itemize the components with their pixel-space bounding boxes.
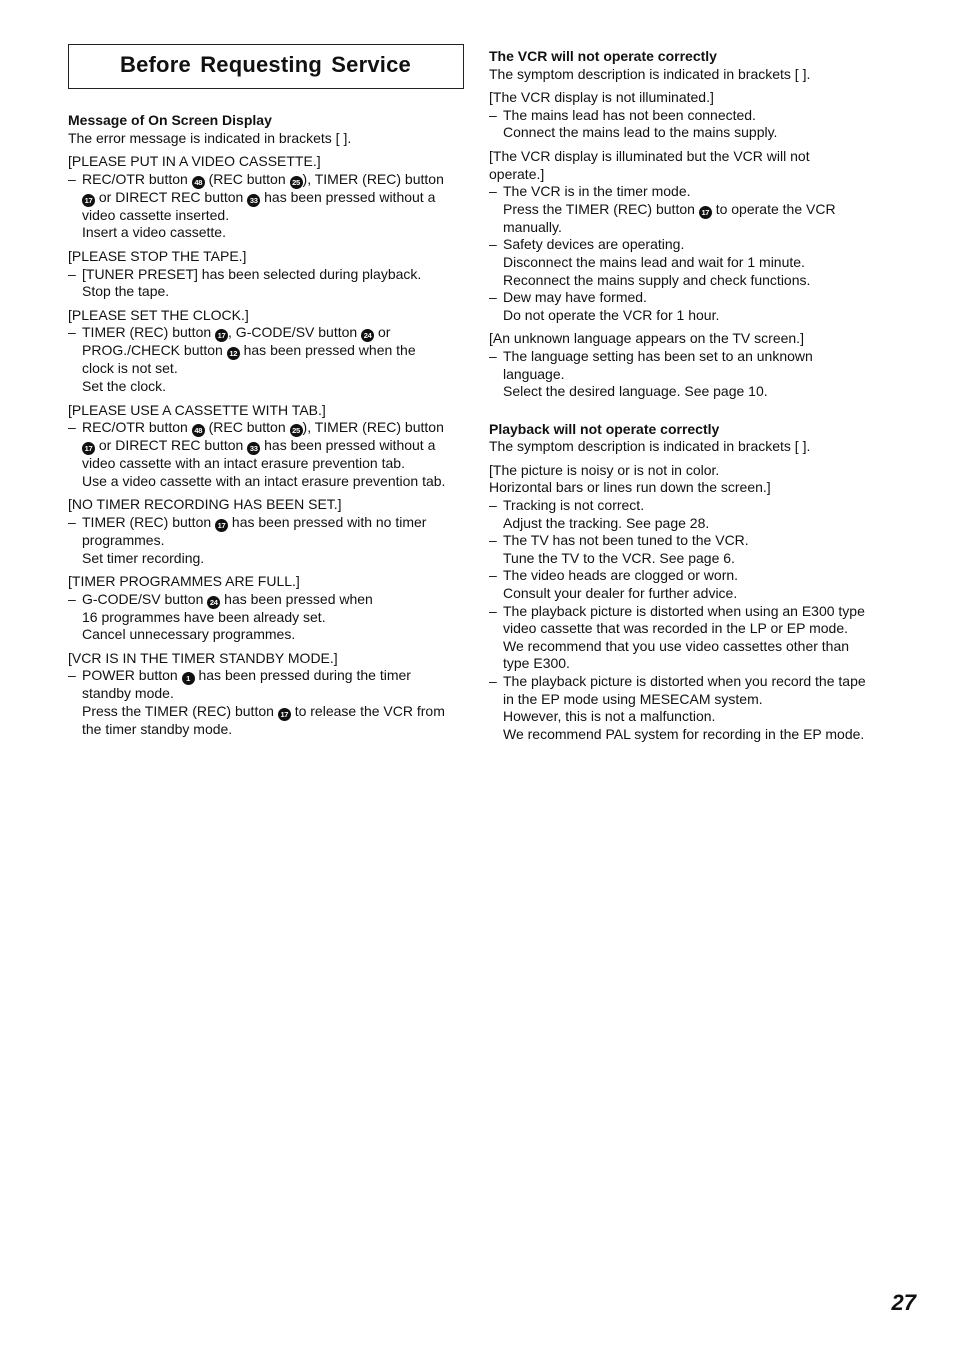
dash-bullet: – <box>68 324 76 341</box>
text-run: Set the clock. <box>82 377 167 394</box>
button-number-icon: 48 <box>192 424 205 437</box>
text-run: TIMER (REC) button <box>82 513 216 530</box>
symptom-block <box>489 462 899 744</box>
text-line <box>503 201 899 219</box>
text-run: has been pressed without a <box>260 188 436 205</box>
message-block <box>68 248 468 301</box>
symptom-list <box>489 497 899 743</box>
heading-line: operate.] <box>489 165 545 182</box>
symptom-block <box>489 89 899 142</box>
list-item <box>68 419 468 490</box>
text-run: The VCR is in the timer mode. <box>503 183 691 200</box>
list-item <box>68 591 468 644</box>
dash-bullet: – <box>489 289 497 306</box>
text-line <box>503 307 899 325</box>
text-line <box>82 591 468 609</box>
list-item <box>68 667 468 738</box>
text-run: the timer standby mode. <box>82 721 233 738</box>
text-line <box>503 708 899 726</box>
text-run: has been pressed without a <box>260 437 436 454</box>
text-line <box>503 655 899 673</box>
text-run: to operate the VCR <box>711 200 836 217</box>
text-run: manually. <box>503 218 562 235</box>
list-item <box>489 497 899 532</box>
text-line <box>82 360 468 378</box>
section-intro: The symptom description is indicated in brackets [ ]. <box>489 65 811 82</box>
symptom-heading <box>489 462 899 497</box>
button-number-icon: 25 <box>290 176 303 189</box>
dash-bullet: – <box>68 419 76 436</box>
text-run: Insert a video cassette. <box>82 224 226 241</box>
text-run: POWER button <box>82 667 182 684</box>
heading-line: [An unknown language appears on the TV screen.] <box>489 330 804 347</box>
list-item <box>489 236 899 289</box>
text-run: Adjust the tracking. See page 28. <box>503 514 710 531</box>
symptom-list <box>68 514 468 567</box>
dash-bullet: – <box>489 673 497 689</box>
text-line <box>82 324 468 342</box>
text-run: REC/OTR button <box>82 419 192 436</box>
button-number-icon: 48 <box>192 176 205 189</box>
list-item <box>489 348 899 401</box>
text-line <box>503 515 899 533</box>
text-run: or <box>374 324 391 341</box>
text-line <box>82 207 468 225</box>
text-run: clock is not set. <box>82 360 178 377</box>
text-run: Stop the tape. <box>82 283 170 300</box>
button-number-icon: 17 <box>278 708 291 721</box>
button-number-icon: 33 <box>247 442 260 455</box>
text-run: ), TIMER (REC) button <box>302 170 444 187</box>
text-line <box>82 455 468 473</box>
text-run: Dew may have formed. <box>503 289 647 306</box>
text-line <box>82 419 468 437</box>
button-number-icon: 1 <box>182 672 195 685</box>
button-number-icon: 17 <box>699 206 712 219</box>
text-line <box>82 532 468 550</box>
page-number: 27 <box>891 1290 916 1315</box>
text-line <box>503 107 899 125</box>
button-number-icon: 33 <box>247 194 260 207</box>
text-line <box>82 378 468 396</box>
message-heading: [NO TIMER RECORDING HAS BEEN SET.] <box>68 496 342 513</box>
symptom-list <box>68 667 468 738</box>
text-run: , G-CODE/SV button <box>228 324 362 341</box>
text-line <box>503 532 899 550</box>
text-run: The language setting has been set to an unknown <box>503 347 813 364</box>
text-run: programmes. <box>82 531 165 548</box>
text-run: However, this is not a malfunction. <box>503 708 716 725</box>
text-line <box>82 224 468 242</box>
text-line <box>503 585 899 603</box>
text-line <box>503 550 899 568</box>
text-run: Tune the TV to the VCR. See page 6. <box>503 549 735 566</box>
text-line <box>82 721 468 739</box>
text-run: REC/OTR button <box>82 170 192 187</box>
text-run: video cassette inserted. <box>82 206 230 223</box>
list-item <box>489 673 899 743</box>
text-line <box>82 514 468 532</box>
text-run: type E300. <box>503 655 570 672</box>
text-line <box>503 497 899 515</box>
text-line <box>82 626 468 644</box>
symptom-list <box>68 591 468 644</box>
text-run: The video heads are clogged or worn. <box>503 567 739 584</box>
message-heading: [PLEASE USE A CASSETTE WITH TAB.] <box>68 401 326 418</box>
list-item <box>489 567 899 602</box>
page-title-box <box>68 44 464 89</box>
text-run: has been pressed during the timer <box>194 667 411 684</box>
symptom-block <box>489 148 899 324</box>
text-line <box>82 437 468 455</box>
text-line <box>503 383 899 401</box>
message-heading: [PLEASE PUT IN A VIDEO CASSETTE.] <box>68 153 321 170</box>
text-run: standby mode. <box>82 685 174 702</box>
list-item <box>68 171 468 242</box>
dash-bullet: – <box>489 532 497 549</box>
button-number-icon: 24 <box>361 329 374 342</box>
dash-bullet: – <box>68 265 76 282</box>
text-run: Select the desired language. See page 10. <box>503 383 768 400</box>
text-line <box>503 567 899 585</box>
text-run: The playback picture is distorted when you record the tape <box>503 673 866 689</box>
text-run: [TUNER PRESET] has been selected during playback. <box>82 265 422 282</box>
text-run: The TV has not been tuned to the VCR. <box>503 532 749 549</box>
section-title: Playback will not operate correctly <box>489 420 720 437</box>
heading-line: [The picture is noisy or is not in color. <box>489 461 720 478</box>
text-run: or DIRECT REC button <box>95 437 248 454</box>
text-line <box>82 283 468 301</box>
list-item <box>68 266 468 301</box>
list-item <box>489 532 899 567</box>
text-line <box>503 124 899 142</box>
text-run: Disconnect the mains lead and wait for 1 minute. <box>503 253 805 270</box>
text-line <box>503 366 899 384</box>
text-line <box>503 272 899 290</box>
text-run: The mains lead has not been connected. <box>503 106 756 123</box>
text-line <box>82 171 468 189</box>
text-run: G-CODE/SV button <box>82 590 208 607</box>
right-column <box>489 48 899 749</box>
text-run: PROG./CHECK button <box>82 342 227 359</box>
text-line <box>503 638 899 656</box>
text-run: (REC button <box>204 170 290 187</box>
text-line <box>503 183 899 201</box>
button-number-icon: 17 <box>215 519 228 532</box>
text-run: Tracking is not correct. <box>503 497 645 514</box>
text-line <box>82 703 468 721</box>
text-line <box>503 620 899 638</box>
text-line <box>503 236 899 254</box>
button-number-icon: 17 <box>215 329 228 342</box>
text-run: has been pressed with no timer <box>228 513 427 530</box>
text-run: Consult your dealer for further advice. <box>503 585 738 602</box>
text-run: has been pressed when the <box>239 342 416 359</box>
heading-line: [The VCR display is illuminated but the VCR will not <box>489 147 810 164</box>
dash-bullet: – <box>68 170 76 187</box>
dash-bullet: – <box>489 236 497 253</box>
list-item <box>489 289 899 324</box>
dash-bullet: – <box>68 513 76 530</box>
text-line <box>503 691 899 709</box>
text-run: Use a video cassette with an intact erasure prevention tab. <box>82 472 446 489</box>
text-line <box>82 342 468 360</box>
dash-bullet: – <box>489 183 497 200</box>
list-item <box>68 514 468 567</box>
button-number-icon: 17 <box>82 194 95 207</box>
symptom-list <box>68 266 468 301</box>
text-run: We recommend PAL system for recording in the EP mode. <box>503 725 865 742</box>
symptom-heading <box>489 330 899 348</box>
left-column <box>68 112 468 745</box>
text-line <box>503 673 899 691</box>
text-run: has been pressed when <box>220 590 373 607</box>
symptom-list <box>68 419 468 490</box>
message-block <box>68 650 468 739</box>
message-block <box>68 573 468 644</box>
message-block <box>68 402 468 491</box>
text-run: 16 programmes have been already set. <box>82 608 326 625</box>
section-title: The VCR will not operate correctly <box>489 48 717 64</box>
dash-bullet: – <box>489 567 497 584</box>
section-title: Message of On Screen Display <box>68 112 272 128</box>
button-number-icon: 24 <box>207 596 220 609</box>
list-item <box>68 324 468 395</box>
text-run: Set timer recording. <box>82 549 205 566</box>
dash-bullet: – <box>68 590 76 607</box>
text-run: language. <box>503 365 565 382</box>
left-blocks <box>68 153 468 738</box>
symptom-list <box>68 324 468 395</box>
text-run: to release the VCR from <box>290 703 445 720</box>
text-run: Cancel unnecessary programmes. <box>82 626 296 643</box>
section-intro: The symptom description is indicated in brackets [ ]. <box>489 438 811 455</box>
text-line <box>503 603 899 621</box>
message-heading: [TIMER PROGRAMMES ARE FULL.] <box>68 573 300 590</box>
symptom-heading <box>489 148 899 183</box>
dash-bullet: – <box>489 347 497 364</box>
text-run: Connect the mains lead to the mains supply. <box>503 124 778 141</box>
symptom-list <box>489 107 899 142</box>
text-run: Do not operate the VCR for 1 hour. <box>503 306 720 323</box>
symptom-heading <box>489 89 899 107</box>
button-number-icon: 17 <box>82 442 95 455</box>
text-line <box>82 685 468 703</box>
message-heading: [PLEASE SET THE CLOCK.] <box>68 306 249 323</box>
symptom-list <box>68 171 468 242</box>
message-heading: [VCR IS IN THE TIMER STANDBY MODE.] <box>68 649 338 666</box>
text-run: or DIRECT REC button <box>95 188 248 205</box>
text-line <box>82 609 468 627</box>
dash-bullet: – <box>489 497 497 514</box>
symptom-block <box>489 330 899 400</box>
text-run: Reconnect the mains supply and check functions. <box>503 271 811 288</box>
text-line <box>82 189 468 207</box>
text-run: (REC button <box>204 419 290 436</box>
section-gap <box>489 407 899 421</box>
page-title: Before Requesting Service <box>120 52 411 77</box>
message-heading: [PLEASE STOP THE TAPE.] <box>68 247 247 264</box>
text-run: in the EP mode using MESECAM system. <box>503 690 763 707</box>
text-line <box>503 348 899 366</box>
text-run: video cassette with an intact erasure prevention tab. <box>82 455 405 472</box>
text-line <box>503 726 899 744</box>
dash-bullet: – <box>489 602 497 619</box>
text-run: Press the TIMER (REC) button <box>503 200 699 217</box>
text-line <box>82 667 468 685</box>
list-item <box>489 603 899 673</box>
symptom-list <box>489 183 899 324</box>
symptom-list <box>489 348 899 401</box>
text-run: The playback picture is distorted when using an E300 type <box>503 602 865 619</box>
button-number-icon: 25 <box>290 424 303 437</box>
button-number-icon: 12 <box>227 347 240 360</box>
text-line <box>503 289 899 307</box>
text-line <box>503 254 899 272</box>
text-line <box>82 266 468 284</box>
text-line <box>82 473 468 491</box>
text-run: TIMER (REC) button <box>82 324 216 341</box>
message-block <box>68 153 468 242</box>
message-block <box>68 307 468 396</box>
text-run: Safety devices are operating. <box>503 236 685 253</box>
dash-bullet: – <box>489 106 497 123</box>
text-run: video cassette that was recorded in the LP or EP mode. <box>503 620 849 637</box>
heading-line: Horizontal bars or lines run down the screen.] <box>489 479 771 496</box>
dash-bullet: – <box>68 667 76 684</box>
text-run: We recommend that you use video cassettes other than <box>503 637 850 654</box>
section-intro: The error message is indicated in brackets [ ]. <box>68 129 352 146</box>
message-block <box>68 496 468 567</box>
list-item <box>489 107 899 142</box>
list-item <box>489 183 899 236</box>
text-line <box>503 219 899 237</box>
heading-line: [The VCR display is not illuminated.] <box>489 89 714 106</box>
text-run: Press the TIMER (REC) button <box>82 703 278 720</box>
text-line <box>82 550 468 568</box>
text-run: ), TIMER (REC) button <box>302 419 444 436</box>
